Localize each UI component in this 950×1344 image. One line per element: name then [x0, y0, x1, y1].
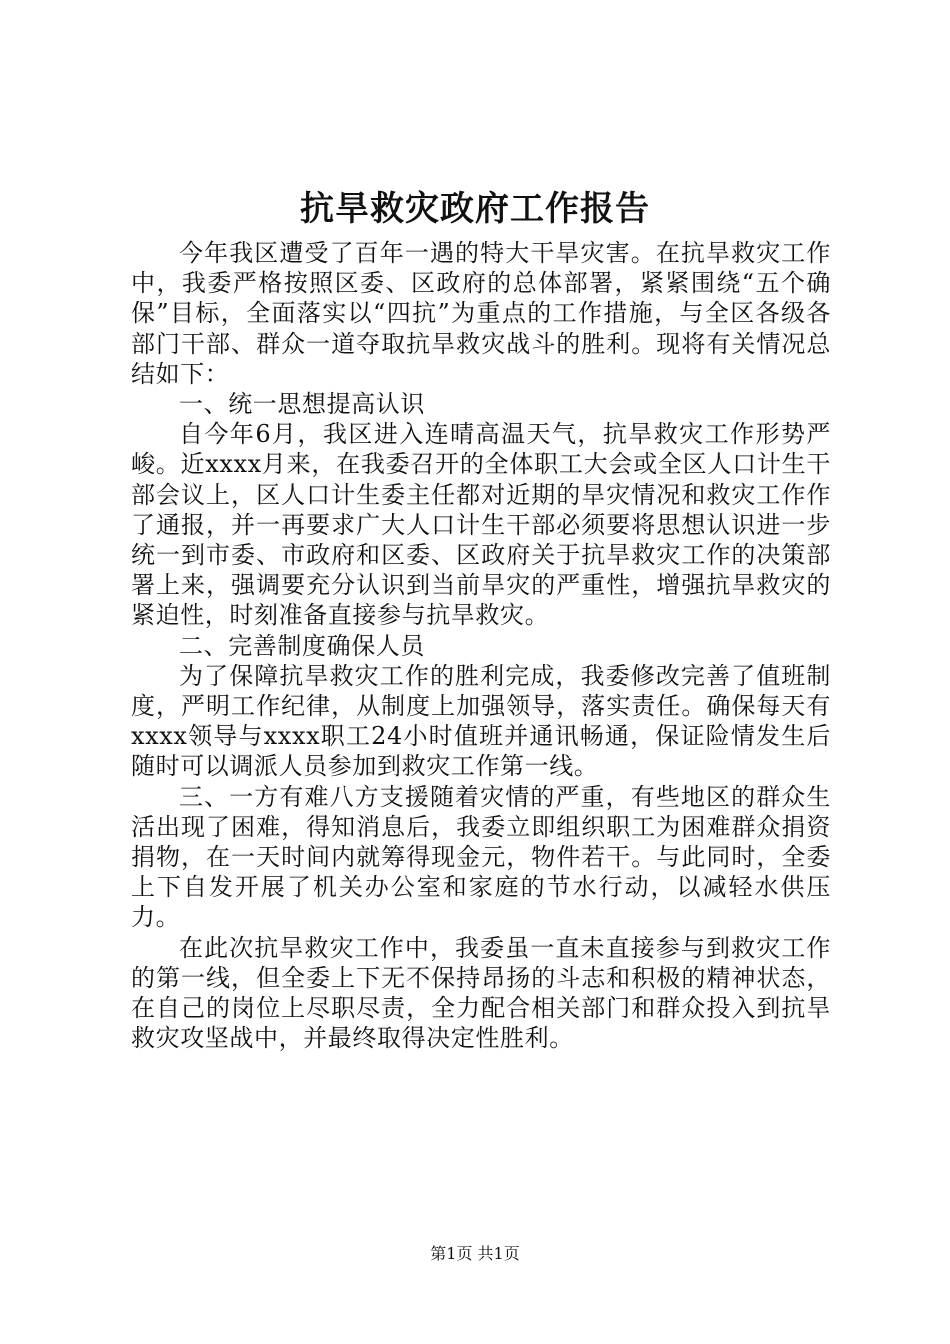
document-title: 抗旱救灾政府工作报告 [300, 189, 650, 229]
conclusion-paragraph: 在此次抗旱救灾工作中，我委虽一直未直接参与到救灾工作的第一线，但全委上下无不保持昂扬的斗志和积极的精神状态，在自己的岗位上尽职尽责，全力配合相关部门和群众投入到抗旱救灾攻坚战中，并最终取得决定性胜利。 [131, 933, 831, 1053]
intro-paragraph: 今年我区遭受了百年一遇的特大干旱灾害。在抗旱救灾工作中，我委严格按照区委、区政府的总体部署，紧紧围绕“五个确保”目标，全面落实以“四抗”为重点的工作措施，与全区各级各部门干部、群众一道夺取抗旱救灾战斗的胜利。现将有关情况总结如下： [131, 239, 831, 388]
section-2-paragraph: 为了保障抗旱救灾工作的胜利完成，我委修改完善了值班制度，严明工作纪律，从制度上加强领导，落实责任。确保每天有xxxx领导与xxxx职工24小时值班并通讯畅通，保证险情发生后随时可以调派人员参加到救灾工作第一线。 [131, 661, 831, 781]
page-footer: 第1页 共1页 [430, 1244, 520, 1263]
section-1-paragraph: 自今年6月，我区进入连晴高温天气，抗旱救灾工作形势严峻。近xxxx月来，在我委召开的全体职工大会或全区人口计生干部会议上，区人口计生委主任都对近期的旱灾情况和救灾工作作了通报，并一再要求广大人口计生干部必须要将思想认识进一步统一到市委、市政府和区委、区政府关于抗旱救灾工作的决策部署上来，强调要充分认识到当前旱灾的严重性，增强抗旱救灾的紧迫性，时刻准备直接参与抗旱救灾。 [131, 420, 831, 630]
section-heading-2: 二、完善制度确保人员 [179, 631, 425, 660]
document-body [131, 238, 831, 1053]
section-heading-1: 一、统一思想提高认识 [179, 390, 425, 419]
section-3-paragraph: 三、一方有难八方支援随着灾情的严重，有些地区的群众生活出现了困难，得知消息后，我委立即组织职工为困难群众捐资捐物，在一天时间内就筹得现金元，物件若干。与此同时，全委上下自发开展了机关办公室和家庭的节水行动，以减轻水供压力。 [131, 782, 831, 932]
